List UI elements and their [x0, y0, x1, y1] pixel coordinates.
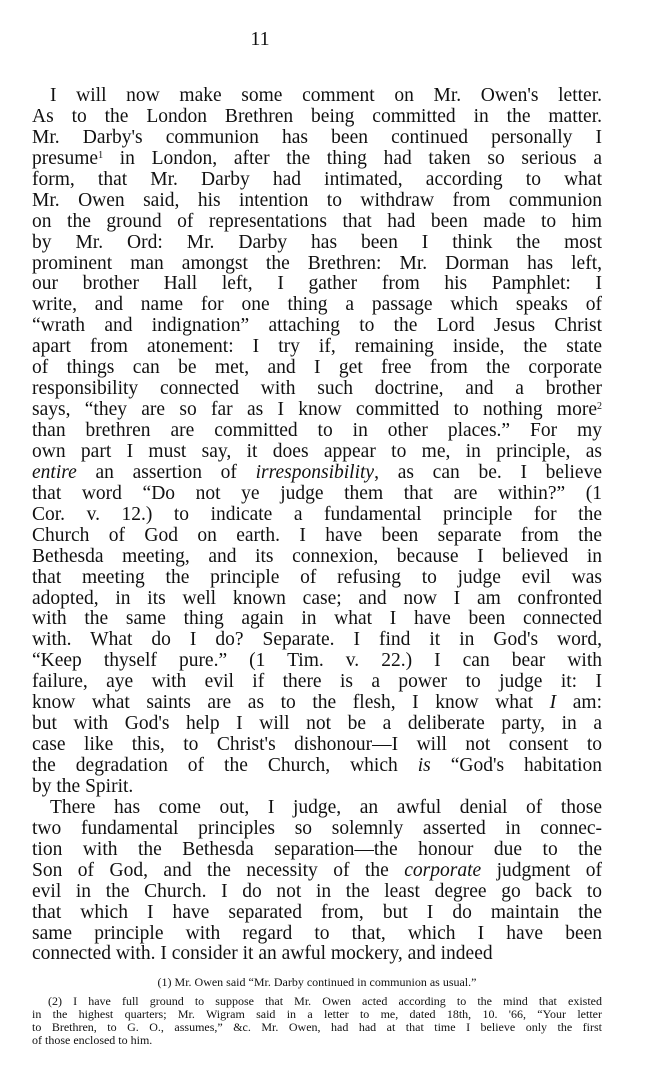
footnote-marker: 2: [597, 401, 602, 413]
text-line: [32, 693, 602, 714]
text-line: [32, 463, 602, 484]
text-line: by the Spirit.: [32, 775, 134, 797]
text-line: adopted, in its well known case; and now I am confronted: [32, 587, 602, 609]
text-line: that meeting the principle of refusing to judge evil was: [32, 566, 602, 588]
paragraph-1: [32, 86, 602, 798]
text-line: Church of God on earth. I have been separate from the: [32, 524, 602, 546]
text-line: on the ground of representations that had been made to him: [32, 210, 602, 232]
text-line: tion with the Bethesda separation—the honour due to the: [32, 838, 602, 860]
text-segment: Son of God, and the necessity of the: [32, 859, 405, 881]
footnote-marker: 1: [98, 149, 104, 161]
paragraph-2: [32, 798, 602, 966]
text-line: Mr. Darby's communion has been continued personally I: [32, 126, 602, 148]
text-segment: am:: [556, 692, 602, 714]
italic-text: irresponsibility: [255, 461, 375, 483]
text-line: [32, 756, 602, 777]
text-segment: says, “they are so far as I know committed to nothing more: [32, 399, 597, 421]
text-line: same principle with regard to that, which I have been: [32, 922, 602, 944]
text-line: but with God's help I will not be a deliberate party, in a: [32, 713, 602, 735]
footnote-2-line: (2) I have full ground to suppose that Mr. Owen acted according to the mind that existed: [48, 994, 602, 1008]
italic-text: corporate: [404, 859, 482, 881]
text-line: failure, aye with evil if there is a power to judge it: I: [32, 671, 602, 693]
footnote-2: [32, 995, 602, 1047]
text-line: two fundamental principles so solemnly asserted in connec-: [32, 817, 602, 839]
text-line: with the same thing again in what I have been connected: [32, 608, 602, 630]
text-line: with. What do I do? Separate. I find it in God's word,: [32, 629, 602, 651]
text-line: [32, 149, 602, 170]
text-line: of things can be met, and I get free from the corporate: [32, 357, 602, 379]
text-line: than brethren are committed to in other places.” For my: [32, 420, 602, 441]
footnote-2-line: of those enclosed to him.: [32, 1033, 153, 1047]
italic-text: entire: [32, 461, 77, 483]
text-segment: an assertion of: [76, 461, 256, 483]
body-text: [32, 86, 602, 965]
text-line: that which I have separated from, but I do maintain the: [32, 901, 602, 923]
text-segment: in London, after the thing had taken so serious a: [103, 147, 602, 169]
text-line: [32, 861, 602, 882]
text-line: Bethesda meeting, and its connexion, because I believed in: [32, 545, 602, 567]
text-line: responsibility connected with such doctrine, and a brother: [32, 378, 602, 400]
page-number: 11: [250, 28, 270, 50]
text-line: apart from atonement: I try if, remaining inside, the state: [32, 336, 602, 358]
text-line: connected with. I consider it an awful mockery, and indeed: [32, 943, 493, 965]
text-line: evil in the Church. I do not in the least degree go back to: [32, 880, 602, 902]
text-segment: know what saints are as to the flesh, I know what: [32, 692, 550, 714]
footnote-2-line: to Brethren, to G. O., assumes,” &c. Mr. Owen, had had at that time I believe only the first: [32, 1020, 602, 1034]
italic-text: is: [417, 755, 431, 776]
text-segment: “God's habitation: [430, 755, 602, 776]
text-segment: judgment of: [481, 859, 602, 881]
text-line: [32, 400, 602, 421]
footnote-1: (1) Mr. Owen said “Mr. Darby continued in communion as usual.”: [157, 975, 477, 989]
footnote-2-line: in the highest quarters; Mr. Wigram said in a letter to me, dated 18th, 10. '66, “Your letter: [32, 1007, 602, 1021]
text-line: “Keep thyself pure.” (1 Tim. v. 22.) I can bear with: [32, 650, 602, 672]
text-line: Cor. v. 12.) to indicate a fundamental principle for the: [32, 503, 602, 525]
text-line: write, and name for one thing a passage which speaks of: [32, 294, 602, 316]
text-line: As to the London Brethren being committed in the matter.: [32, 105, 602, 127]
text-segment: , as can be. I believe: [374, 461, 602, 483]
text-segment: the degradation of the Church, which: [32, 755, 418, 776]
text-line: form, that Mr. Darby had intimated, according to what: [32, 168, 602, 190]
text-line: There has come out, I judge, an awful denial of those: [50, 796, 602, 818]
italic-text: I: [549, 692, 557, 714]
text-line: Mr. Owen said, his intention to withdraw from communion: [32, 189, 602, 211]
text-line: own part I must say, it does appear to me, in principle, as: [32, 440, 602, 462]
text-line: prominent man amongst the Brethren: Mr. Dorman has left,: [32, 252, 602, 274]
text-line: by Mr. Ord: Mr. Darby has been I think the most: [32, 231, 602, 253]
footnotes: [32, 976, 602, 1047]
text-segment: presume: [32, 147, 99, 169]
text-line: case like this, to Christ's dishonour—I will not consent to: [32, 734, 602, 756]
text-line: “wrath and indignation” attaching to the Lord Jesus Christ: [32, 315, 602, 337]
text-line: I will now make some comment on Mr. Owen's letter.: [50, 85, 602, 106]
text-line: that word “Do not ye judge them that are within?” (1: [32, 482, 602, 504]
text-line: our brother Hall left, I gather from his Pamphlet: I: [32, 273, 602, 295]
